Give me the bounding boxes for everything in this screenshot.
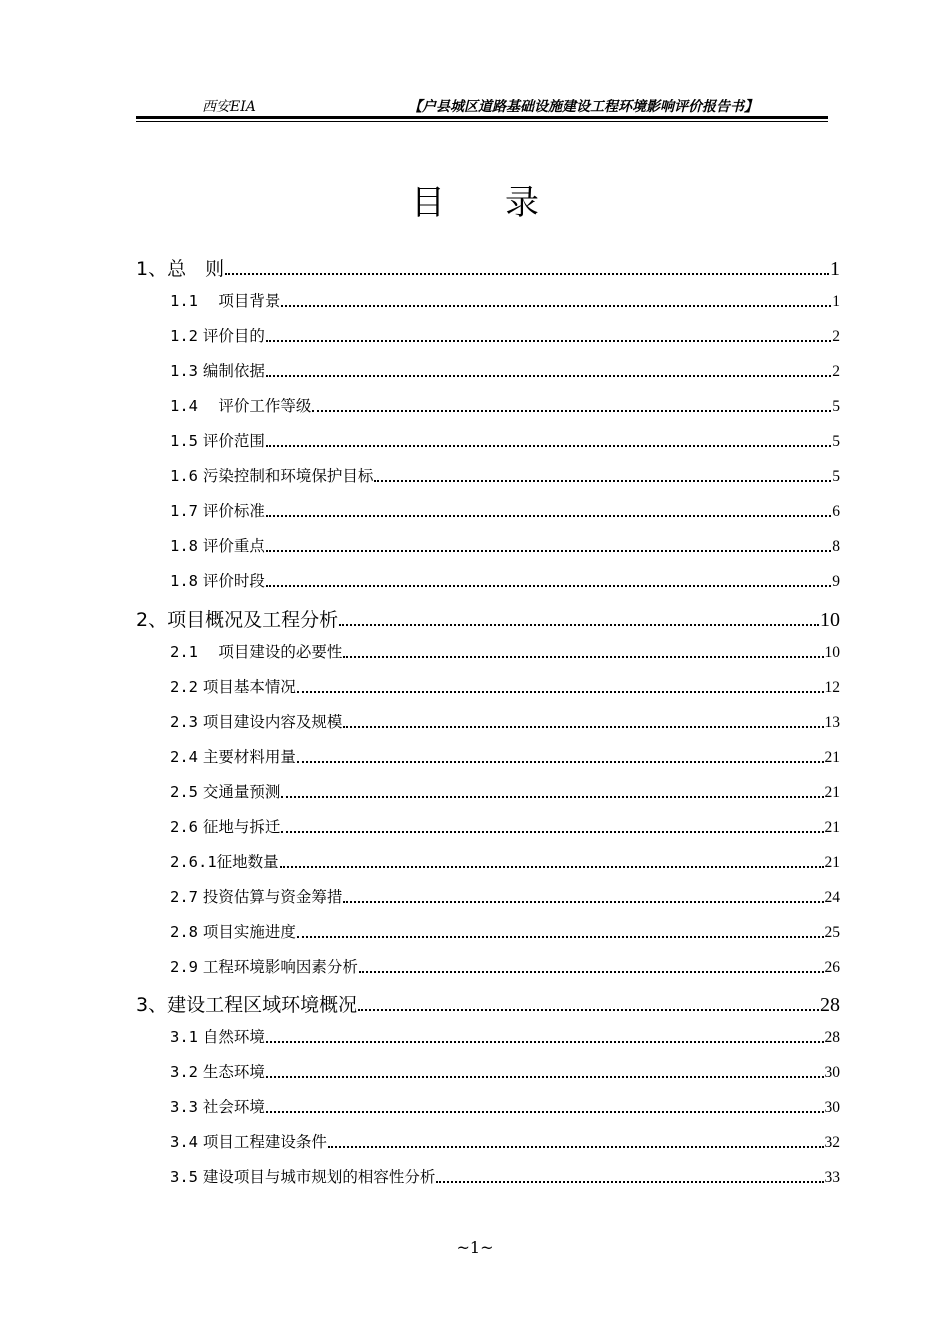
toc-entry-number: 3、 — [136, 994, 168, 1016]
toc-entry-label — [170, 499, 265, 521]
toc-dot-leader — [343, 726, 823, 728]
toc-entry-number: 3.3 — [170, 1098, 198, 1116]
toc-entry-title: 项目建设的必要性 — [198, 643, 343, 661]
toc-dot-leader — [359, 971, 824, 973]
toc-entry-title: 总 则 — [167, 258, 225, 280]
toc-page-number: 28 — [824, 1029, 840, 1046]
toc-entry-label — [136, 990, 357, 1017]
toc-section-entry[interactable] — [170, 780, 840, 802]
toc-section-entry[interactable] — [170, 885, 840, 907]
toc-entry-label — [170, 464, 373, 486]
toc-entry-number: 2.4 — [170, 748, 198, 766]
toc-entry-number: 2.1 — [170, 643, 198, 661]
toc-entry-label — [170, 850, 279, 872]
toc-page-number: 21 — [824, 784, 840, 801]
toc-page-number: 12 — [824, 679, 840, 696]
toc-dot-leader — [280, 866, 824, 868]
toc-entry-label — [170, 1130, 327, 1152]
header-report-title: 【户县城区道路基础设施建设工程环境影响评价报告书】 — [408, 99, 758, 115]
toc-entry-label — [170, 289, 280, 311]
toc-entry-number: 3.5 — [170, 1168, 198, 1186]
toc-dot-leader — [281, 305, 831, 307]
toc-entry-number: 2.3 — [170, 713, 198, 731]
toc-section-entry[interactable] — [170, 640, 840, 662]
toc-dot-leader — [328, 1146, 824, 1148]
toc-entry-label — [170, 1095, 265, 1117]
toc-entry-label — [170, 955, 358, 977]
toc-entry-number: 1.8 — [170, 537, 198, 555]
toc-entry-number: 2.2 — [170, 678, 198, 696]
toc-page-number: 24 — [824, 889, 840, 906]
toc-entry-label — [170, 920, 296, 942]
toc-page-number: 1 — [832, 293, 840, 310]
toc-dot-leader — [266, 1076, 824, 1078]
toc-entry-title: 项目实施进度 — [198, 923, 296, 941]
toc-entry-title: 项目基本情况 — [198, 678, 296, 696]
toc-dot-leader — [266, 375, 831, 377]
toc-entry-title: 工程环境影响因素分析 — [198, 958, 358, 976]
toc-entry-title: 评价范围 — [198, 432, 265, 450]
toc-section-entry[interactable] — [170, 324, 840, 346]
toc-entry-label — [170, 710, 342, 732]
toc-section-entry[interactable] — [170, 1165, 840, 1187]
toc-entry-label — [170, 675, 296, 697]
toc-section-entry[interactable] — [170, 710, 840, 732]
toc-section-entry[interactable] — [170, 1130, 840, 1152]
toc-entry-label — [170, 359, 265, 381]
toc-page-number: 2 — [832, 363, 840, 380]
toc-section-entry[interactable] — [170, 429, 840, 451]
toc-dot-leader — [358, 1009, 819, 1011]
toc-chapter-entry[interactable] — [136, 254, 840, 281]
header-left-text: 西安EIA — [202, 99, 256, 115]
toc-entry-label — [170, 569, 265, 591]
toc-entry-title: 评价时段 — [198, 572, 265, 590]
toc-chapter-entry[interactable] — [136, 990, 840, 1017]
toc-page-number: 28 — [820, 994, 840, 1016]
toc-entry-title: 征地与拆迁 — [198, 818, 281, 836]
toc-dot-leader — [266, 515, 831, 517]
toc-dot-leader — [312, 410, 831, 412]
toc-dot-leader — [266, 340, 831, 342]
toc-entry-title: 建设项目与城市规划的相容性分析 — [198, 1168, 436, 1186]
toc-entry-title: 评价工作等级 — [198, 397, 312, 415]
toc-entry-number: 1.3 — [170, 362, 198, 380]
toc-entry-number: 1.8 — [170, 572, 198, 590]
toc-section-entry[interactable] — [170, 499, 840, 521]
toc-page-number: 32 — [824, 1134, 840, 1151]
toc-entry-label — [170, 1165, 435, 1187]
toc-entry-number: 3.4 — [170, 1133, 198, 1151]
toc-entry-number: 2.7 — [170, 888, 198, 906]
toc-entry-title: 自然环境 — [198, 1028, 265, 1046]
toc-dot-leader — [297, 761, 824, 763]
toc-dot-leader — [266, 1041, 824, 1043]
toc-entry-number: 2.8 — [170, 923, 198, 941]
toc-dot-leader — [266, 445, 831, 447]
toc-entry-label — [170, 1060, 265, 1082]
toc-section-entry[interactable] — [170, 920, 840, 942]
toc-section-entry[interactable] — [170, 1025, 840, 1047]
toc-entry-title: 社会环境 — [198, 1098, 265, 1116]
toc-page-number: 33 — [824, 1169, 840, 1186]
toc-entry-label — [136, 605, 338, 632]
toc-page-number: 25 — [824, 924, 840, 941]
toc-page-number: 30 — [824, 1099, 840, 1116]
toc-dot-leader — [281, 831, 823, 833]
toc-entry-number: 3.2 — [170, 1063, 198, 1081]
toc-entry-number: 2、 — [136, 609, 168, 631]
toc-entry-label — [170, 640, 342, 662]
toc-page-number: 8 — [832, 538, 840, 555]
toc-dot-leader — [281, 796, 823, 798]
toc-entry-title: 污染控制和环境保护目标 — [198, 467, 374, 485]
toc-entry-label — [170, 745, 296, 767]
toc-entry-title: 评价标准 — [198, 502, 265, 520]
page-number-footer: ~1~ — [456, 1238, 494, 1257]
toc-dot-leader — [436, 1181, 823, 1183]
toc-entry-number: 1.6 — [170, 467, 198, 485]
toc-page-number: 5 — [832, 433, 840, 450]
toc-entry-label — [170, 534, 265, 556]
toc-entry-number: 2.9 — [170, 958, 198, 976]
toc-page-number: 1 — [830, 258, 840, 280]
toc-entry-label — [170, 815, 280, 837]
toc-section-entry[interactable] — [170, 675, 840, 697]
toc-entry-title: 项目背景 — [198, 292, 281, 310]
toc-entry-label — [170, 324, 265, 346]
toc-entry-label — [170, 780, 280, 802]
toc-entry-number: 2.6.1 — [170, 853, 217, 871]
toc-section-entry[interactable] — [170, 1060, 840, 1082]
toc-section-entry[interactable] — [170, 1095, 840, 1117]
toc-entry-title: 建设工程区域环境概况 — [167, 994, 358, 1016]
toc-entry-label — [170, 394, 311, 416]
toc-page-number: 5 — [832, 468, 840, 485]
toc-page-number: 21 — [824, 854, 840, 871]
toc-page-number: 26 — [824, 959, 840, 976]
toc-entry-number: 1.2 — [170, 327, 198, 345]
toc-dot-leader — [339, 624, 819, 626]
toc-entry-title: 项目概况及工程分析 — [167, 609, 339, 631]
toc-page-number: 10 — [820, 609, 840, 631]
toc-section-entry[interactable] — [170, 534, 840, 556]
toc-section-entry[interactable] — [170, 394, 840, 416]
toc-dot-leader — [297, 936, 824, 938]
toc-entry-title: 评价重点 — [198, 537, 265, 555]
toc-dot-leader — [266, 550, 831, 552]
toc-entry-number: 1.7 — [170, 502, 198, 520]
toc-entry-label — [170, 1025, 265, 1047]
toc-entry-title: 评价目的 — [198, 327, 265, 345]
toc-page-number: 10 — [824, 644, 840, 661]
toc-page-number: 13 — [824, 714, 840, 731]
toc-page-number: 30 — [824, 1064, 840, 1081]
toc-section-entry[interactable] — [170, 815, 840, 837]
toc-chapter-entry[interactable] — [136, 605, 840, 632]
toc-page-number: 21 — [824, 819, 840, 836]
toc-dot-leader — [343, 656, 823, 658]
toc-section-entry[interactable] — [170, 850, 840, 872]
toc-entry-label — [170, 429, 265, 451]
toc-dot-leader — [225, 273, 829, 275]
toc-entry-number: 1.5 — [170, 432, 198, 450]
toc-section-entry[interactable] — [170, 745, 840, 767]
toc-section-entry[interactable] — [170, 289, 840, 311]
toc-page-number: 9 — [832, 573, 840, 590]
toc-dot-leader — [266, 585, 831, 587]
toc-page-number: 2 — [832, 328, 840, 345]
toc-dot-leader — [266, 1111, 824, 1113]
toc-dot-leader — [297, 691, 824, 693]
toc-entry-title: 征地数量 — [216, 853, 279, 871]
toc-entry-title: 投资估算与资金筹措 — [198, 888, 343, 906]
toc-section-entry[interactable] — [170, 359, 840, 381]
toc-entry-number: 2.5 — [170, 783, 198, 801]
toc-page-number: 6 — [832, 503, 840, 520]
toc-entry-number: 1.4 — [170, 397, 198, 415]
page-title: 目录 — [411, 183, 599, 223]
toc-entry-number: 3.1 — [170, 1028, 198, 1046]
toc-page-number: 5 — [832, 398, 840, 415]
toc-entry-title: 项目工程建设条件 — [198, 1133, 327, 1151]
toc-section-entry[interactable] — [170, 955, 840, 977]
toc-page-number: 21 — [824, 749, 840, 766]
toc-section-entry[interactable] — [170, 464, 840, 486]
toc-dot-leader — [343, 901, 823, 903]
toc-entry-number: 1.1 — [170, 292, 198, 310]
toc-entry-number: 1、 — [136, 258, 168, 280]
toc-dot-leader — [374, 480, 831, 482]
toc-entry-title: 主要材料用量 — [198, 748, 296, 766]
toc-entry-number: 2.6 — [170, 818, 198, 836]
toc-entry-title: 编制依据 — [198, 362, 265, 380]
toc-entry-label — [136, 254, 224, 281]
toc-entry-title: 交通量预测 — [198, 783, 281, 801]
toc-section-entry[interactable] — [170, 569, 840, 591]
toc-entry-title: 生态环境 — [198, 1063, 265, 1081]
toc-entry-title: 项目建设内容及规模 — [198, 713, 343, 731]
toc-entry-label — [170, 885, 342, 907]
